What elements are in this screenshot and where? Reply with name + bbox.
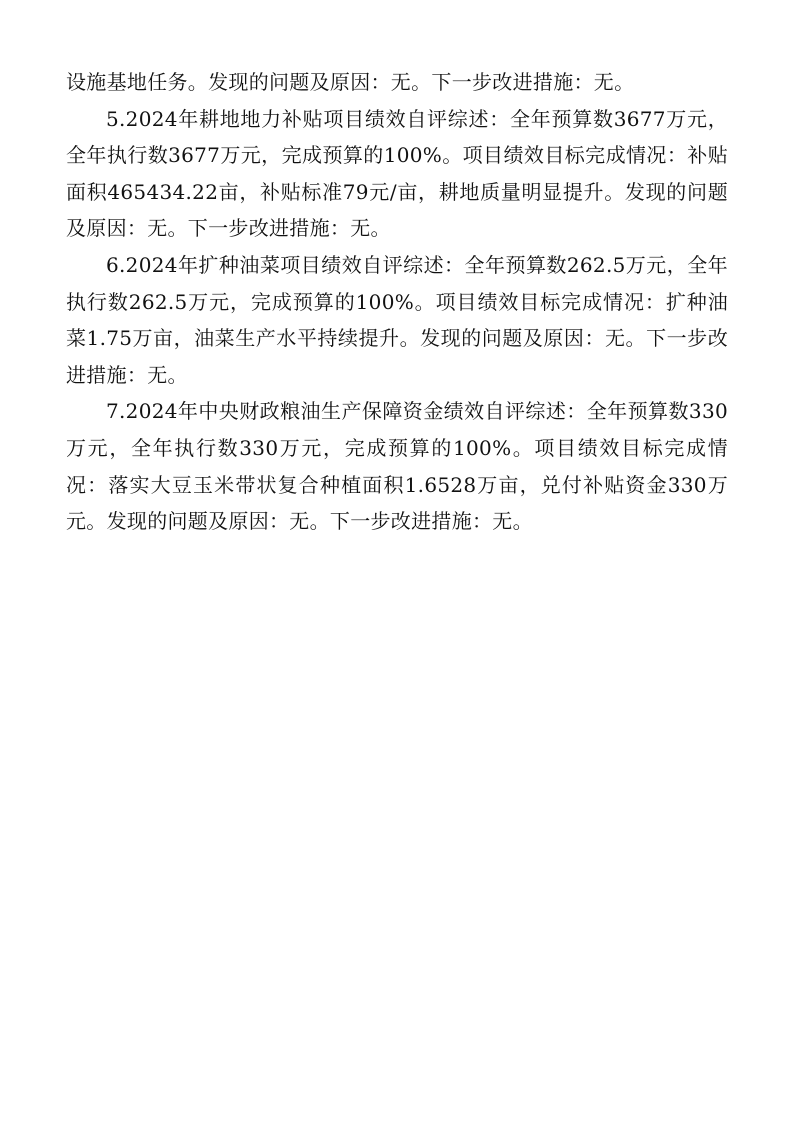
- paragraph-item-6-rapeseed-expansion: 6.2024年扩种油菜项目绩效自评综述：全年预算数262.5万元，全年执行数262.5万元，完成预算的100%。项目绩效目标完成情况：扩种油菜1.75万亩，油菜生产水平持续提升。发现的问题及原因：无。下一步改进措施：无。: [66, 252, 728, 387]
- paragraph-item-5-farmland-subsidy: 5.2024年耕地地力补贴项目绩效自评综述：全年预算数3677万元，全年执行数3677万元，完成预算的100%。项目绩效目标完成情况：补贴面积465434.22亩，补贴标准79元/亩，耕地质量明显提升。发现的问题及原因：无。下一步改进措施：无。: [66, 106, 728, 241]
- paragraph-continuation: 设施基地任务。发现的问题及原因：无。下一步改进措施：无。: [66, 70, 635, 94]
- paragraph-item-7-grain-oil-fund: 7.2024年中央财政粮油生产保障资金绩效自评综述：全年预算数330万元，全年执行数330万元，完成预算的100%。项目绩效目标完成情况：落实大豆玉米带状复合种植面积1.6528万亩，兑付补贴资金330万元。发现的问题及原因：无。下一步改进措施：无。: [66, 399, 728, 534]
- document-body: [66, 64, 728, 540]
